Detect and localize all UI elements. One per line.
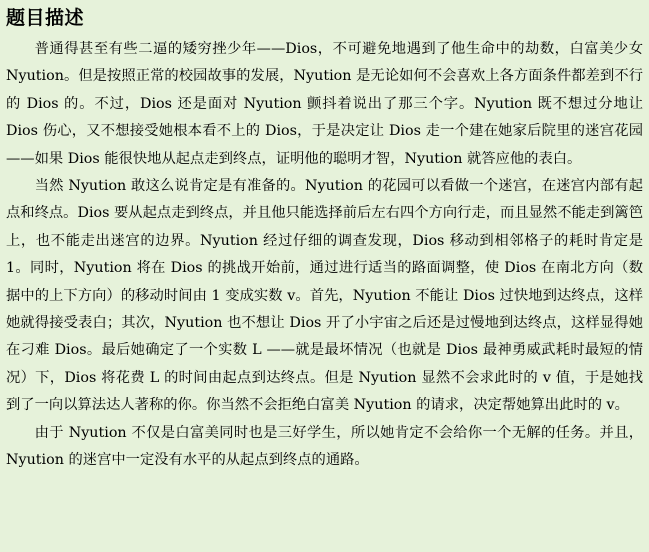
paragraph-2: 当然 Nyution 敢这么说肯定是有准备的。Nyution 的花园可以看做一个迷宫，在迷宫内部有起点和终点。Dios 要从起点走到终点，并且他只能选择前后左右四个方向行走，而且显然不能走到篱笆上，也不能走出迷宫的边界。Nyution 经过仔细的调查发现，Dios 移动到相邻格子的耗时肯定是 1。同时，Nyution 将在 Dios 的挑战开始前，通过进行适当的路面调整，使 Dios 在南北方向（数据中的上下方向）的移动时间由 1 变成实数 v。首先，Nyution 不能让 Dios 过快地到达终点，这样她就得接受表白；其次，Nyution 也不想让 Dios 开了小宇宙之后还是过慢地到达终点，这样显得她在刁难 Dios。最后她确定了一个实数 L ——就是最坏情况（也就是 Dios 最神勇威武耗时最短的情况）下，Dios 将花费 L 的时间由起点到达终点。但是 Nyution 显然不会求此时的 v 值，于是她找到了一向以算法达人著称的你。你当然不会拒绝白富美 Nyution 的请求，决定帮她算出此时的 v。 [6,178,643,414]
paragraph-1: 普通得甚至有些二逼的矮穷挫少年——Dios，不可避免地遇到了他生命中的劫数，白富美少女 Nyution。但是按照正常的校园故事的发展，Nyution 是无论如何不会喜欢上各方面条件都差到不行的 Dios 的。不过，Dios 还是面对 Nyution 颤抖着说出了那三个字。Nyution 既不想过分地让 Dios 伤心，又不想接受她根本看不上的 Dios，于是决定让 Dios 走一个建在她家后院里的迷宫花园——如果 Dios 能很快地从起点走到终点，证明他的聪明才智，Nyution 就答应他的表白。 [6,41,643,167]
problem-body [6,36,643,475]
paragraph-3: 由于 Nyution 不仅是白富美同时也是三好学生，所以她肯定不会给你一个无解的任务。并且，Nyution 的迷宫中一定没有水平的从起点到终点的通路。 [6,424,643,469]
section-title: 题目描述 [6,7,85,29]
